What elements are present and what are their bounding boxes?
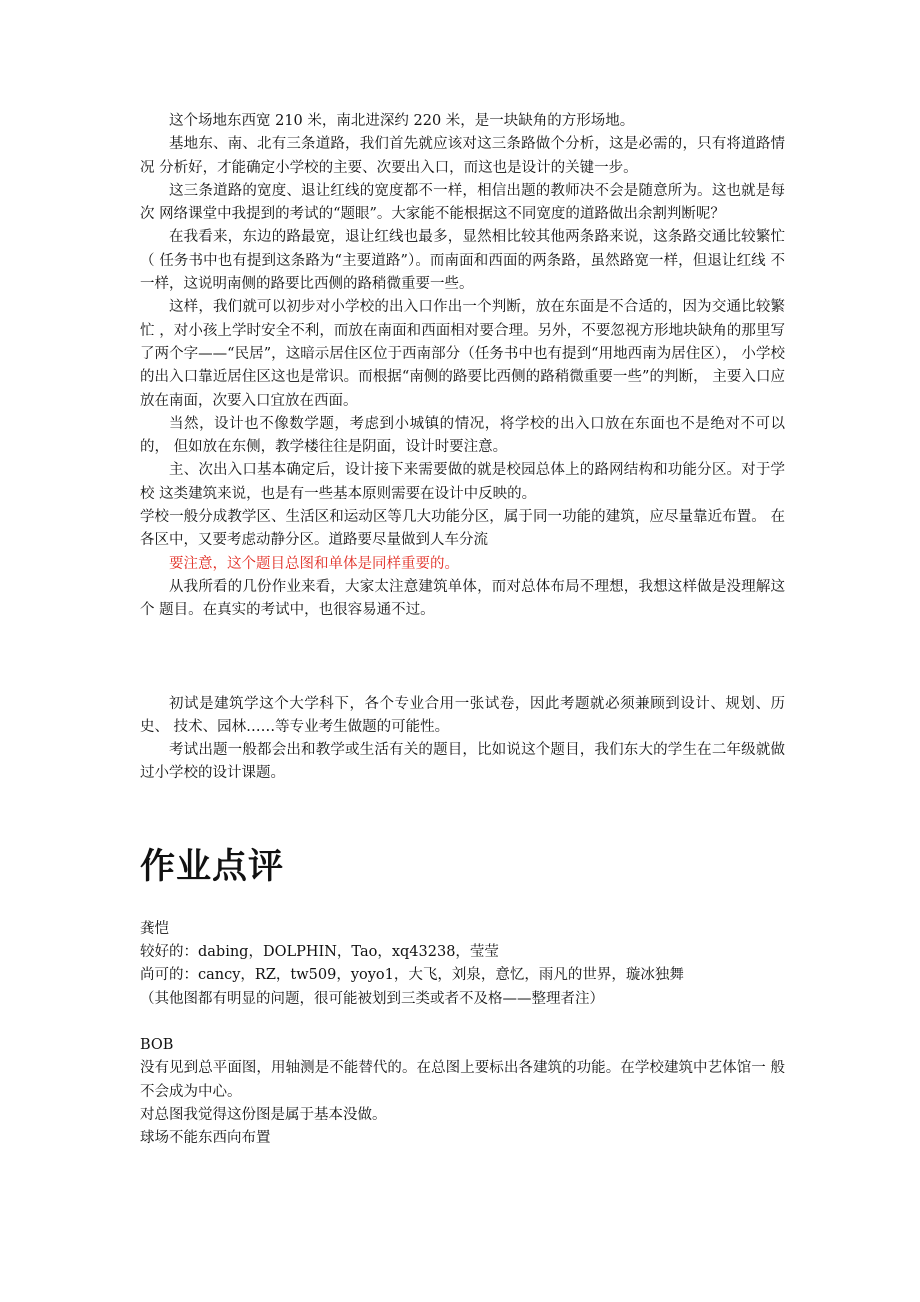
paragraph-zoning: 学校一般分成教学区、生活区和运动区等几大功能分区，属于同一功能的建筑，应尽量靠近布置。 在各区中，又要考虑动静分区。道路要尽量做到人车分流 (140, 509, 785, 549)
paragraph-exam-topic: 考试出题一般都会出和教学或生活有关的题目，比如说这个题目，我们东大的学生在二年级就做过小学校的设计课题。 (140, 742, 785, 782)
bob-comment-2: 对总图我觉得这份图是属于基本没做。 (140, 1106, 387, 1123)
paragraph-road-width: 这三条道路的宽度、退让红线的宽度都不一样，相信出题的教师决不会是随意所为。这也就是每次 网络课堂中我提到的考试的“题眼”。大家能不能根据这不同宽度的道路做出余割判断呢？ (140, 182, 785, 223)
review-good-list: 较好的：dabing，DOLPHIN，Tao，xq43238，莹莹 (140, 944, 499, 961)
bob-name: BOB (140, 1036, 174, 1053)
section-heading: 作业点评 (140, 846, 285, 887)
review-editor-note: （其他图都有明显的问题，很可能被划到三类或者不及格——整理者注） (140, 990, 604, 1007)
spacer (140, 888, 785, 918)
bob-comment-3: 球场不能东西向布置 (140, 1130, 271, 1147)
review-author: 龚恺 (140, 920, 169, 937)
spacer (140, 623, 785, 693)
intro-section (140, 110, 785, 623)
document-page (140, 110, 785, 1150)
exam-section (140, 693, 785, 786)
red-note: 要注意，这个题目总图和单体是同样重要的。 (169, 555, 459, 572)
review-fair-list: 尚可的：cancy，RZ，tw509，yoyo1，大飞，刘泉，意忆，雨凡的世界，璇冰独舞 (140, 967, 684, 984)
review-section (140, 918, 785, 1151)
paragraph-observation: 从我所看的几份作业来看，大家太注意建筑单体，而对总体布局不理想，我想这样做是没理解这个 题目。在真实的考试中，也很容易通不过。 (140, 578, 785, 619)
paragraph-east-option: 当然，设计也不像数学题，考虑到小城镇的情况，将学校的出入口放在东面也不是绝对不可以的， 但如放在东侧，教学楼往往是阴面，设计时要注意。 (140, 415, 785, 456)
paragraph-site-size: 这个场地东西宽 210 米，南北进深约 220 米，是一块缺角的方形场地。 (169, 113, 635, 129)
paragraph-east-road: 在我看来，东边的路最宽，退让红线也最多，显然相比较其他两条路来说，这条路交通比较繁忙（ 任务书中也有提到这条路为“主要道路”）。而南面和西面的两条路，虽然路宽一样，但退让红线 不一样，这说明南侧的路要比西侧的路稍微重要一些。 (140, 229, 785, 293)
bob-comment-1: 没有见到总平面图，用轴测是不能替代的。在总图上要标出各建筑的功能。在学校建筑中艺体馆一 般不会成为中心。 (140, 1060, 785, 1100)
paragraph-exam-scope: 初试是建筑学这个大学科下，各个专业合用一张试卷，因此考题就必须兼顾到设计、规划、历史、 技术、园林……等专业考生做题的可能性。 (140, 695, 785, 735)
spacer (140, 1011, 785, 1034)
paragraph-entrance-judgement: 这样，我们就可以初步对小学校的出入口作出一个判断，放在东面是不合适的，因为交通比较繁忙 ，对小孩上学时安全不利，而放在南面和西面相对要合理。另外，不要忽视方形地块缺角的那里写 了两个字——“民居”，这暗示居住区位于西南部分（任务书中也有提到“用地西南为居住区）， 小学校的出入口靠近居住区这也是常识。而根据“南侧的路要比西侧的路稍微重要一些”的判断， 主要入口应放在南面，次要入口宜放在西面。 (140, 299, 785, 409)
paragraph-road-network: 主、次出入口基本确定后，设计接下来需要做的就是校园总体上的路网结构和功能分区。对于学校 这类建筑来说，也是有一些基本原则需要在设计中反映的。 (140, 462, 785, 502)
spacer (140, 786, 785, 846)
paragraph-road-analysis: 基地东、南、北有三条道路，我们首先就应该对这三条路做个分析，这是必需的，只有将道路情况 分析好，才能确定小学校的主要、次要出入口，而这也是设计的关键一步。 (140, 136, 785, 176)
